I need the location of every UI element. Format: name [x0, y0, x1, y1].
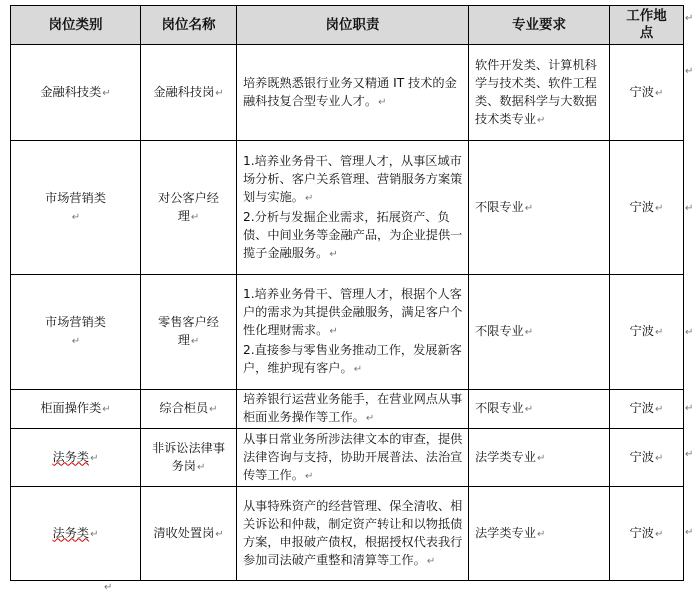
cell-name: 金融科技岗↵ — [153, 84, 224, 99]
cell-location: 宁波↵ — [629, 84, 664, 99]
cell-major: 法学类专业↵ — [475, 525, 546, 540]
document-page — [10, 5, 684, 581]
cell-major: 法学类专业↵ — [475, 449, 546, 464]
document-end-mark: ↵ — [104, 582, 113, 593]
table-row — [11, 141, 684, 275]
job-positions-table — [10, 5, 684, 581]
row-end-mark: ↵ — [685, 66, 693, 77]
table-header-row — [11, 6, 684, 45]
cell-duties: 培养既熟悉银行业务又精通 IT 技术的金融科技复合型专业人才。↵ — [243, 75, 457, 108]
cell-name: 非诉讼法律事务岗↵ — [151, 440, 226, 473]
cell-location: 宁波↵ — [629, 199, 664, 214]
cell-name: 对公客户经理↵ — [158, 190, 219, 223]
cell-category: 法务类↵ — [52, 525, 99, 540]
cell-category: 法务类↵ — [52, 449, 99, 464]
cell-category: 金融科技类↵ — [40, 84, 111, 99]
cell-duties: 1.培养业务骨干、管理人才，根据个人客户的需求为其提供金融服务，满足客户个性化理财需求。↵ 2.直接参与零售业务推动工作，发展新客户，维护现有客户。↵ — [243, 287, 463, 375]
cell-location: 宁波↵ — [629, 401, 664, 415]
cell-major: 不限专业↵ — [475, 401, 534, 415]
cell-duties: 1.培养业务骨干、管理人才，从事区域市场分析、客户关系管理、营销服务方案策划与实施。↵ 2.分析与发掘企业需求，拓展资产、负债、中间业务等金融产品，为企业提供一揽子金融服务。↵ — [243, 153, 463, 260]
cell-major: 不限专业↵ — [475, 199, 534, 214]
cell-category: 柜面操作类↵ — [40, 401, 111, 415]
table-row — [11, 487, 684, 581]
cell-major: 不限专业↵ — [475, 324, 534, 338]
cell-name: 零售客户经理↵ — [158, 315, 219, 347]
header-name: 岗位名称 — [141, 6, 237, 45]
cell-category: 市场营销类↵ — [45, 190, 106, 223]
cell-duties: 从事特殊资产的经营管理、保全清收、相关诉讼和仲裁，制定资产转让和以物抵债方案，申报破产债权，根据授权代表我行参加司法破产重整和清算等工作。↵ — [243, 498, 463, 567]
cell-location: 宁波↵ — [629, 525, 664, 540]
row-end-mark: ↵ — [685, 449, 693, 460]
cell-location: 宁波↵ — [629, 449, 664, 464]
cell-name: 清收处置岗↵ — [153, 525, 224, 540]
row-end-mark: ↵ — [685, 327, 693, 338]
header-major: 专业要求 — [469, 6, 610, 45]
table-row — [11, 429, 684, 487]
cell-location: 宁波↵ — [629, 324, 664, 338]
row-end-mark: ↵ — [685, 203, 693, 214]
cell-duties: 从事日常业务所涉法律文本的审查，提供法律咨询与支持，协助开展普法、法治宣传等工作。↵ — [243, 431, 463, 482]
table-row — [11, 390, 684, 429]
row-end-mark: ↵ — [685, 403, 693, 414]
header-location: 工作地点 — [610, 6, 684, 45]
cell-category: 市场营销类↵ — [45, 315, 106, 347]
cell-name: 综合柜员↵ — [159, 401, 218, 415]
row-end-mark: ↵ — [685, 527, 693, 538]
cell-duties: 培养银行运营业务能手，在营业网点从事柜面业务操作等工作。↵ — [243, 392, 463, 424]
table-row — [11, 275, 684, 390]
row-end-mark: ↵ — [685, 13, 693, 24]
header-category: 岗位类别 — [11, 6, 141, 45]
table-row — [11, 45, 684, 141]
cell-major: 软件开发类、计算机科学与技术类、软件工程类、数据科学与大数据技术类专业↵ — [475, 57, 597, 126]
header-duties: 岗位职责 — [237, 6, 469, 45]
